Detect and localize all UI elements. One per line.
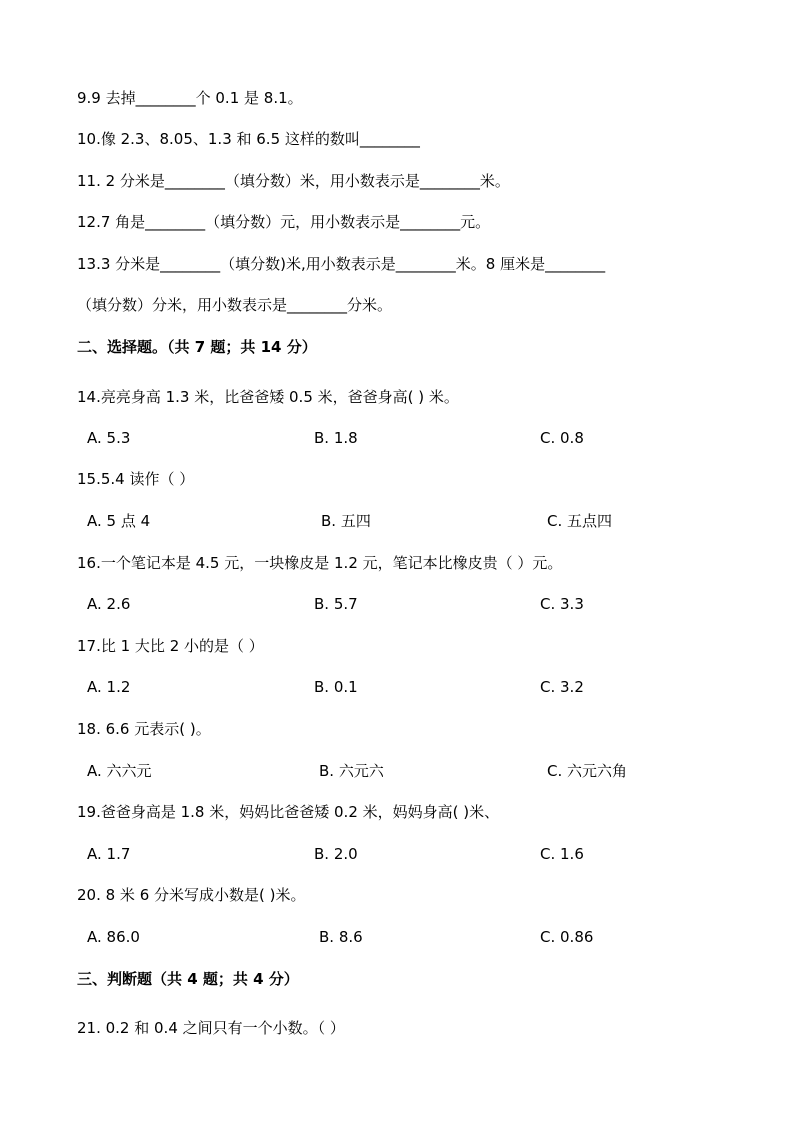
question-17-option-b: B. 0.1 — [314, 678, 358, 696]
question-20: 20. 8 米 6 分米写成小数是( )米。 — [77, 886, 306, 904]
question-19-option-a: A. 1.7 — [87, 845, 131, 863]
question-16: 16.一个笔记本是 4.5 元，一块橡皮是 1.2 元，笔记本比橡皮贵（ ）元。 — [77, 554, 563, 572]
question-19: 19.爸爸身高是 1.8 米，妈妈比爸爸矮 0.2 米，妈妈身高( )米、 — [77, 803, 500, 821]
section-heading-judgement: 三、判断题（共 4 题；共 4 分） — [77, 970, 299, 988]
question-14: 14.亮亮身高 1.3 米，比爸爸矮 0.5 米，爸爸身高( ) 米。 — [77, 388, 459, 406]
question-15-option-c: C. 五点四 — [547, 512, 613, 530]
question-15-option-b: B. 五四 — [321, 512, 371, 530]
question-18-option-b: B. 六元六 — [319, 762, 384, 780]
question-18-option-c: C. 六元六角 — [547, 762, 628, 780]
question-9: 9.9 去掉________个 0.1 是 8.1。 — [77, 89, 303, 107]
question-15: 15.5.4 读作（ ） — [77, 470, 195, 488]
question-19-option-c: C. 1.6 — [540, 845, 584, 863]
question-11: 11. 2 分米是________（填分数）米，用小数表示是________米。 — [77, 172, 510, 190]
question-16-option-b: B. 5.7 — [314, 595, 358, 613]
question-20-option-a: A. 86.0 — [87, 928, 140, 946]
question-16-option-c: C. 3.3 — [540, 595, 584, 613]
question-19-option-b: B. 2.0 — [314, 845, 358, 863]
section-heading-choice: 二、选择题。（共 7 题；共 14 分） — [77, 338, 317, 356]
question-10: 10.像 2.3、8.05、1.3 和 6.5 这样的数叫________ — [77, 130, 420, 148]
question-13: 13.3 分米是________（填分数)米,用小数表示是________米。8 厘米是________ — [77, 255, 606, 273]
question-20-option-c: C. 0.86 — [540, 928, 594, 946]
question-14-option-c: C. 0.8 — [540, 429, 584, 447]
question-21: 21. 0.2 和 0.4 之间只有一个小数。（ ） — [77, 1019, 345, 1037]
question-14-option-a: A. 5.3 — [87, 429, 131, 447]
question-17: 17.比 1 大比 2 小的是（ ） — [77, 637, 264, 655]
question-20-option-b: B. 8.6 — [319, 928, 363, 946]
question-17-option-c: C. 3.2 — [540, 678, 584, 696]
question-15-option-a: A. 5 点 4 — [87, 512, 151, 530]
question-18: 18. 6.6 元表示( )。 — [77, 720, 211, 738]
question-17-option-a: A. 1.2 — [87, 678, 131, 696]
question-14-option-b: B. 1.8 — [314, 429, 358, 447]
question-18-option-a: A. 六六元 — [87, 762, 152, 780]
question-13-continued: （填分数）分米，用小数表示是________分米。 — [77, 296, 393, 314]
question-12: 12.7 角是________（填分数）元，用小数表示是________元。 — [77, 213, 491, 231]
question-16-option-a: A. 2.6 — [87, 595, 131, 613]
